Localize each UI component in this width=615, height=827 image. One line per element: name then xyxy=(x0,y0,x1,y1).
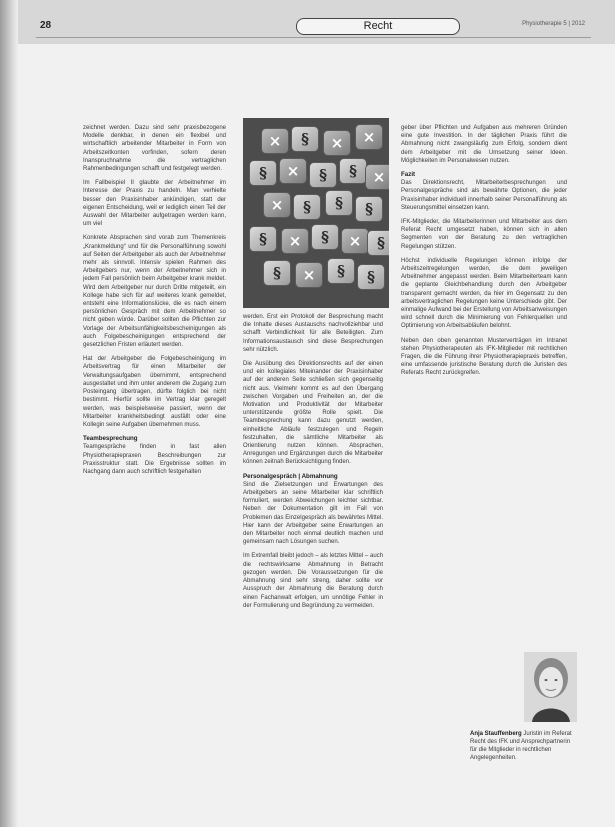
paragraph: Hat der Arbeitgeber die Folgebescheinigung im Arbeitsvertrag für einen Mitarbeiter der Verwaltungsaufgaben übernimmt, entsprechend ausgestaltet und ihm unter anderem die Zugang zum Posteingang übertragen, dürfte folglich bei nicht bestimmt. Hierfür sollte im Vertrag klar geregelt werden, was beispielsweise passiert, wenn der Mitarbeiter krankheitsbedingt ausfällt oder eine Kollegin seine Aufgaben übernehmen muss. xyxy=(83,356,226,428)
x-stone: × xyxy=(323,130,351,156)
paragraph: Im Extremfall bleibt jedoch – als letztes Mittel – auch die rechtswirksame Abmahnung in Betracht gezogen werden. Die Voraussetzungen für die Abmahnung sind sehr streng, daher sollte vor Ausspruch der Abmahnung die Beratung durch einen Fachanwalt erfolgen, um unnötige Fehler in der Formulierung und Begründung zu vermeiden. xyxy=(243,553,383,609)
paragraph-stones-photo xyxy=(243,118,389,308)
paragraph-stone: § xyxy=(263,260,291,286)
text-column-left xyxy=(83,124,226,814)
subheading-teambesprechung: Teambesprechung xyxy=(83,435,138,443)
paragraph-stone: § xyxy=(309,162,337,188)
text-column-middle xyxy=(243,313,383,813)
paragraph-stone: § xyxy=(357,264,385,290)
subheading-fazit: Fazit xyxy=(401,171,416,179)
page-spine-shadow xyxy=(0,0,18,827)
paragraph-stone: § xyxy=(325,190,353,216)
paragraph-stone: § xyxy=(327,258,355,284)
x-stone: × xyxy=(365,164,389,190)
paragraph-stone: § xyxy=(355,196,383,222)
author-role: Juristin im Referat Recht des IFK und Ansprechpartnerin für die Mitglieder in rechtlichen Angelegenheiten. xyxy=(470,731,572,761)
paragraph-stone: § xyxy=(293,194,321,220)
header-divider xyxy=(36,37,591,38)
author-portrait xyxy=(524,652,577,722)
paragraph: geber über Pflichten und Aufgaben aus mehreren Gründen eine gute Investition. In der täglichen Praxis führt die Abmahnung nicht zwangsläufig zum Erfolg, sondern dient dem Arbeitgeber mit die Umsetzung seiner Ideen. Möglichkeiten im Personalwesen nutzen. xyxy=(401,125,567,164)
paragraph: Die Ausübung des Direktionsrechts auf der einen und ein kollegiales Miteinander der Praxisinhaber auf der anderen Seite schließen sich gegenseitig nicht aus. Vielmehr kommt es auf den Übergang zwischen Vorgaben und Freiheiten an, der die Motivation und Produktivität der Mitarbeiter unterstützende größte Rolle spielt. Die Teambesprechung kann dazu genutzt werden, einheitliche Abläufe festzulegen und Regeln festzuhalten, die sämtliche Mitarbeiter als Orientierung nutzen können. Absprachen, Anregungen und Ergänzungen durch die Mitarbeiter können zeitnah Berücksichtigung finden. xyxy=(243,361,383,466)
author-caption xyxy=(470,730,577,762)
paragraph: Im Fallbeispiel II glaubte der Arbeitnehmer im Interesse der Praxis zu handeln. Man verhielte besser den Praxisinhaber ankündigen, statt der eigenen Entscheidung, weil er lediglich einen Teil der Auswahl der Mitarbeiter aufgetragen werden kann, um viel xyxy=(83,180,226,228)
paragraph: Teamgespräche finden in fast allen Physiotherapiepraxen Beschreibungen zur Praxisstruktur statt. Die Ergebnisse sollten im Nachgang dann auch schriftlich festgehalten xyxy=(83,444,226,475)
x-stone: × xyxy=(355,124,383,150)
paragraph: zeichnet werden. Dazu sind sehr praxisbezogene Modelle denkbar, in denen ein flexibel und wirtschaftlich arbeitender Mitarbeiter in Form von Arbeitszeitkonten vorfinden, sofern deren Inanspruchnahme die vertraglichen Rahmenbedingungen schafft und festgelegt werden. xyxy=(83,125,226,173)
x-stone: × xyxy=(295,262,323,288)
paragraph: Neben den oben genannten Musterverträgen im Intranet stehen Physiotherapeuten als IFK-Mitglieder mit rechtlichen Fragen, die die Führung ihrer Physiotherapiepraxis betreffen, eine umfassende juristische Beratung durch die Juristen des Referats Recht zurückgreifen. xyxy=(401,337,567,377)
page-number: 28 xyxy=(40,20,52,31)
x-stone: × xyxy=(261,128,289,154)
author-portrait-drawing xyxy=(524,652,577,722)
paragraph: Sind die Zielsetzungen und Erwartungen des Arbeitgebers an seine Mitarbeiter klar schriftlich formuliert, werden Abweichungen leichter sichtbar. Neben der Dokumentation gilt im Fall von Problemen das Einzelgespräch als bewährtes Mittel. Hier kann der Arbeitgeber seine Erwartungen an den Mitarbeiter noch einmal deutlich machen und gemeinsam nach Lösungen suchen. xyxy=(243,481,383,546)
x-stone: × xyxy=(281,228,309,254)
paragraph: werden. Erst ein Protokoll der Besprechung macht die Inhalte dieses Austauschs nachvollziehbar und schafft Verbindlichkeit für alle Beteiligten. Zum Informationsaustausch sind diese Besprechungen sehr nützlich. xyxy=(243,314,383,353)
text-column-right xyxy=(401,124,567,644)
paragraph-stone: § xyxy=(291,126,319,152)
subheading-personalgespraech: Personalgespräch | Abmahnung xyxy=(243,472,338,480)
paragraph-stone: § xyxy=(311,224,339,250)
author-name: Anja Stauffenberg xyxy=(470,731,522,737)
paragraph-stone: § xyxy=(367,230,389,256)
paragraph: Konkrete Absprachen sind vorab zum Themenkreis „Krankmeldung“ und für die Personalführung sowohl auf Seiten der Arbeitgeber als auch der Arbeitnehmer mehr als sinnvoll. Intensiv spielen Rahmen des Arbeitgebers nur, wenn der Arbeitnehmer sich in jedem Fall persönlich beim Arbeitgeber krank meldet. Wird dem Arbeitgeber nur durch Dritte mitgeteilt, ein Kollege habe sich für auf weiteres krank gemeldet, entsteht eine Informationslücke, die es nach einem persönlichen Gespräch mit dem Arbeitnehmer so nicht geben würde. Darüber sollten die Pflichten zur Vorlage der Arbeitsunfähigkeitsbescheinigungen als auch Folgebescheinigungen entsprechend der gesetzlichen Fristen erläutert werden. xyxy=(83,235,226,349)
x-stone: × xyxy=(279,158,307,184)
x-stone: × xyxy=(263,192,291,218)
paragraph: IFK-Mitglieder, die Mitarbeiterinnen und Mitarbeiter aus dem Referat Recht umgesetzt haben, können sich in allen Segmenten von der Beratung zu den vertraglichen Regelungen stützen. xyxy=(401,219,567,250)
paragraph-stone: § xyxy=(339,158,367,184)
paragraph-stone: § xyxy=(249,226,277,252)
paragraph-stone: § xyxy=(249,160,277,186)
section-title: Recht xyxy=(296,18,460,35)
x-stone: × xyxy=(341,228,369,254)
journal-reference: Physiotherapie 5 | 2012 xyxy=(522,21,585,27)
paragraph: Das Direktionsrecht, Mitarbeiterbesprechungen und Personalgespräche sind als bewährte Optionen, die jeder Praxisinhaber individuell innerhalb seiner Personalführung als Steuerungsmittel einsetzen kann. xyxy=(401,180,567,211)
paragraph: Höchst individuelle Regelungen können infolge der Arbeitszeitregelungen werden, die dem jeweiligen Arbeitnehmer angepasst werden. Beim Mitarbeiterteam kann die geplante Gleichbehandlung durch den Arbeitgeber transparent gemacht werden, da hier im Gegensatz zu den arbeitsvertraglichen Regelungen keine Unterschiede gibt. Der einmalige Aufwand bei der Erstellung von Arbeitsanweisungen wird schnell durch die Minimierung von Fehlerquellen und Optimierung von Arbeitsabläufen belohnt. xyxy=(401,257,567,330)
